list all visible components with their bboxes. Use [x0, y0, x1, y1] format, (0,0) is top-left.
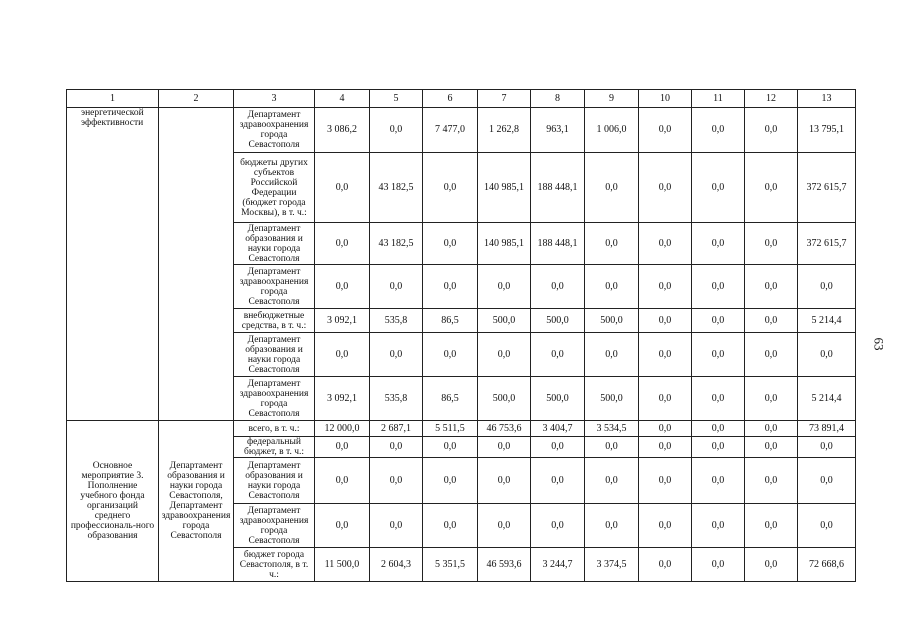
value-cell: 0,0	[423, 504, 478, 548]
value-cell: 0,0	[692, 504, 745, 548]
value-cell: 963,1	[531, 108, 585, 153]
column-number: 1	[67, 90, 159, 108]
value-cell: 0,0	[370, 108, 423, 153]
value-cell: 500,0	[478, 309, 531, 333]
value-cell: 0,0	[745, 458, 798, 504]
column-number: 13	[798, 90, 856, 108]
value-cell: 5 511,5	[423, 421, 478, 437]
value-cell: 12 000,0	[315, 421, 370, 437]
value-cell: 0,0	[585, 333, 639, 377]
value-cell: 0,0	[798, 333, 856, 377]
value-cell: 0,0	[531, 333, 585, 377]
value-cell: 188 448,1	[531, 153, 585, 223]
value-cell: 0,0	[370, 504, 423, 548]
value-cell: 0,0	[423, 223, 478, 265]
column-number: 12	[745, 90, 798, 108]
value-cell: 500,0	[585, 309, 639, 333]
value-cell: 0,0	[692, 548, 745, 582]
value-cell: 3 404,7	[531, 421, 585, 437]
value-cell: 2 687,1	[370, 421, 423, 437]
value-cell: 0,0	[639, 548, 692, 582]
value-cell: 0,0	[745, 504, 798, 548]
value-cell: 3 374,5	[585, 548, 639, 582]
value-cell: 0,0	[639, 223, 692, 265]
value-cell: 0,0	[745, 421, 798, 437]
value-cell: 0,0	[585, 437, 639, 458]
value-cell: 0,0	[423, 437, 478, 458]
page-number: 63	[871, 337, 887, 351]
funding-source-cell: Департамент здравоохранения города Севастополя	[234, 108, 315, 153]
value-cell: 5 214,4	[798, 309, 856, 333]
value-cell: 1 262,8	[478, 108, 531, 153]
value-cell: 500,0	[585, 377, 639, 421]
column-number: 6	[423, 90, 478, 108]
value-cell: 500,0	[478, 377, 531, 421]
value-cell: 0,0	[692, 309, 745, 333]
value-cell: 0,0	[692, 421, 745, 437]
value-cell: 2 604,3	[370, 548, 423, 582]
value-cell: 0,0	[423, 265, 478, 309]
value-cell: 0,0	[692, 223, 745, 265]
value-cell: 0,0	[639, 309, 692, 333]
value-cell: 0,0	[585, 504, 639, 548]
value-cell: 0,0	[585, 458, 639, 504]
funding-source-cell: Департамент образования и науки города Севастополя	[234, 223, 315, 265]
value-cell: 0,0	[639, 265, 692, 309]
value-cell: 0,0	[639, 458, 692, 504]
value-cell: 0,0	[478, 504, 531, 548]
value-cell: 3 244,7	[531, 548, 585, 582]
value-cell: 535,8	[370, 377, 423, 421]
value-cell: 372 615,7	[798, 223, 856, 265]
value-cell: 13 795,1	[798, 108, 856, 153]
table-row	[67, 421, 856, 437]
column-number: 7	[478, 90, 531, 108]
column-number: 5	[370, 90, 423, 108]
value-cell: 0,0	[798, 458, 856, 504]
value-cell: 0,0	[423, 458, 478, 504]
value-cell: 0,0	[315, 223, 370, 265]
executor-cell	[159, 108, 234, 421]
funding-source-cell: всего, в т. ч.:	[234, 421, 315, 437]
value-cell: 0,0	[478, 458, 531, 504]
value-cell: 3 092,1	[315, 309, 370, 333]
column-number: 2	[159, 90, 234, 108]
value-cell: 0,0	[639, 504, 692, 548]
value-cell: 0,0	[315, 153, 370, 223]
value-cell: 0,0	[585, 265, 639, 309]
value-cell: 86,5	[423, 377, 478, 421]
value-cell: 0,0	[692, 108, 745, 153]
value-cell: 0,0	[639, 153, 692, 223]
value-cell: 0,0	[798, 437, 856, 458]
value-cell: 0,0	[370, 265, 423, 309]
value-cell: 0,0	[423, 153, 478, 223]
value-cell: 0,0	[745, 108, 798, 153]
value-cell: 0,0	[745, 223, 798, 265]
value-cell: 3 086,2	[315, 108, 370, 153]
column-number: 4	[315, 90, 370, 108]
header-row	[67, 90, 856, 108]
value-cell: 0,0	[423, 333, 478, 377]
value-cell: 0,0	[315, 333, 370, 377]
value-cell: 0,0	[745, 333, 798, 377]
value-cell: 0,0	[315, 458, 370, 504]
value-cell: 188 448,1	[531, 223, 585, 265]
funding-source-cell: Департамент образования и науки города Севастополя	[234, 458, 315, 504]
value-cell: 5 214,4	[798, 377, 856, 421]
value-cell: 0,0	[798, 265, 856, 309]
column-number: 3	[234, 90, 315, 108]
value-cell: 0,0	[692, 377, 745, 421]
value-cell: 0,0	[315, 437, 370, 458]
value-cell: 3 534,5	[585, 421, 639, 437]
value-cell: 7 477,0	[423, 108, 478, 153]
executor-cell: Департамент образования и науки города Севастополя, Департамент здравоохранения города Севастополя	[159, 421, 234, 582]
value-cell: 72 668,6	[798, 548, 856, 582]
value-cell: 372 615,7	[798, 153, 856, 223]
value-cell: 0,0	[585, 223, 639, 265]
value-cell: 43 182,5	[370, 223, 423, 265]
budget-table	[66, 89, 856, 582]
value-cell: 0,0	[692, 437, 745, 458]
value-cell: 140 985,1	[478, 223, 531, 265]
value-cell: 0,0	[315, 265, 370, 309]
value-cell: 0,0	[531, 437, 585, 458]
value-cell: 0,0	[315, 504, 370, 548]
funding-source-cell: бюджеты других субъектов Российской Федерации (бюджет города Москвы), в т. ч.:	[234, 153, 315, 223]
value-cell: 535,8	[370, 309, 423, 333]
activity-name-cell: энергетической эффективности	[67, 108, 159, 421]
value-cell: 0,0	[370, 333, 423, 377]
value-cell: 0,0	[745, 309, 798, 333]
value-cell: 0,0	[692, 153, 745, 223]
value-cell: 0,0	[531, 458, 585, 504]
value-cell: 0,0	[692, 333, 745, 377]
value-cell: 86,5	[423, 309, 478, 333]
value-cell: 0,0	[639, 108, 692, 153]
value-cell: 73 891,4	[798, 421, 856, 437]
funding-source-cell: бюджет города Севастополя, в т. ч.:	[234, 548, 315, 582]
value-cell: 0,0	[692, 458, 745, 504]
value-cell: 11 500,0	[315, 548, 370, 582]
funding-source-cell: Департамент здравоохранения города Севастополя	[234, 504, 315, 548]
value-cell: 0,0	[478, 333, 531, 377]
value-cell: 0,0	[531, 504, 585, 548]
value-cell: 0,0	[370, 458, 423, 504]
table-row	[67, 108, 856, 153]
value-cell: 0,0	[639, 437, 692, 458]
value-cell: 46 753,6	[478, 421, 531, 437]
value-cell: 0,0	[745, 153, 798, 223]
value-cell: 0,0	[585, 153, 639, 223]
value-cell: 46 593,6	[478, 548, 531, 582]
column-number: 11	[692, 90, 745, 108]
funding-source-cell: федеральный бюджет, в т. ч.:	[234, 437, 315, 458]
value-cell: 0,0	[370, 437, 423, 458]
value-cell: 0,0	[745, 548, 798, 582]
value-cell: 0,0	[692, 265, 745, 309]
column-number: 10	[639, 90, 692, 108]
value-cell: 0,0	[798, 504, 856, 548]
value-cell: 500,0	[531, 309, 585, 333]
value-cell: 43 182,5	[370, 153, 423, 223]
value-cell: 0,0	[531, 265, 585, 309]
value-cell: 500,0	[531, 377, 585, 421]
value-cell: 0,0	[745, 437, 798, 458]
column-number: 8	[531, 90, 585, 108]
value-cell: 5 351,5	[423, 548, 478, 582]
value-cell: 0,0	[639, 421, 692, 437]
funding-source-cell: Департамент здравоохранения города Севастополя	[234, 265, 315, 309]
funding-source-cell: Департамент образования и науки города Севастополя	[234, 333, 315, 377]
value-cell: 0,0	[639, 377, 692, 421]
value-cell: 0,0	[478, 265, 531, 309]
value-cell: 0,0	[478, 437, 531, 458]
value-cell: 140 985,1	[478, 153, 531, 223]
value-cell: 3 092,1	[315, 377, 370, 421]
activity-name-cell: Основное мероприятие 3. Пополнение учебного фонда организаций среднего профессиональ-ного образования	[67, 421, 159, 582]
funding-source-cell: Департамент здравоохранения города Севастополя	[234, 377, 315, 421]
column-number: 9	[585, 90, 639, 108]
value-cell: 0,0	[745, 377, 798, 421]
value-cell: 0,0	[745, 265, 798, 309]
value-cell: 0,0	[639, 333, 692, 377]
value-cell: 1 006,0	[585, 108, 639, 153]
funding-source-cell: внебюджетные средства, в т. ч.:	[234, 309, 315, 333]
